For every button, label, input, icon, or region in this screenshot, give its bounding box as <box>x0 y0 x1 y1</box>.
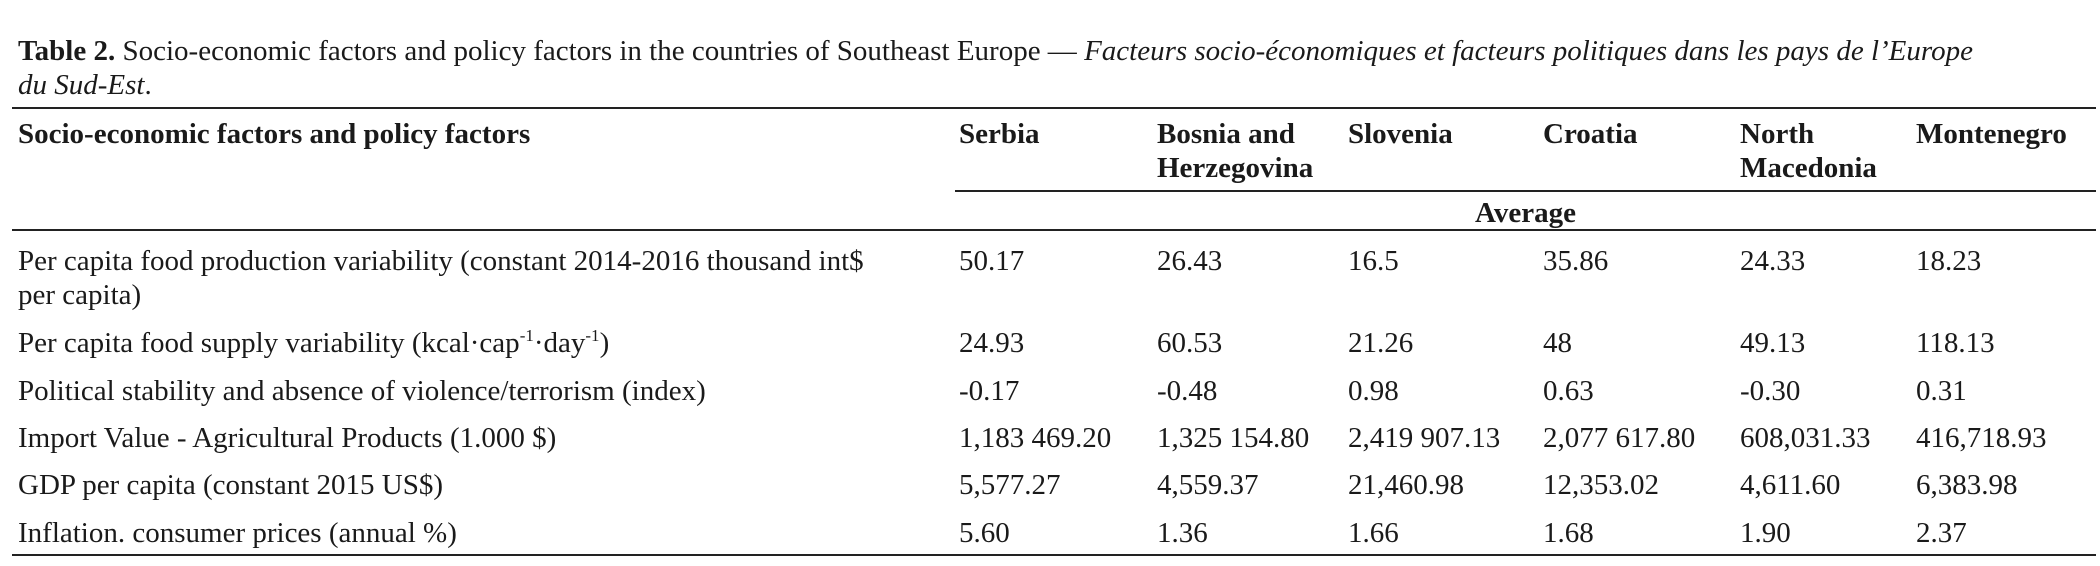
table-cell: 12,353.02 <box>1543 469 1659 501</box>
row-factor: Political stability and absence of violence/terrorism (index) <box>18 375 706 407</box>
table-cell: 4,559.37 <box>1157 469 1259 501</box>
caption-period: . <box>144 69 152 101</box>
table-cell: 1.66 <box>1348 517 1399 549</box>
average-rule <box>955 190 2096 192</box>
table-cell: 2.37 <box>1916 517 1967 549</box>
table-cell: 5,577.27 <box>959 469 1061 501</box>
table-cell: 24.33 <box>1740 245 1806 277</box>
table-cell: 60.53 <box>1157 327 1223 359</box>
table-cell: 0.98 <box>1348 375 1399 407</box>
row-factor: Per capita food supply variability (kcal·cap$^{-1}$·day$^{-1}$) <box>18 326 610 359</box>
caption-label: Table 2. <box>18 35 116 67</box>
caption-french-line1: Facteurs socio-économiques et facteurs politiques dans les pays de l’Europe <box>1084 35 1973 67</box>
table-cell: 35.86 <box>1543 245 1609 277</box>
header-country-serbia: Serbia <box>959 118 1040 150</box>
table-cell: 2,419 907.13 <box>1348 422 1501 454</box>
table-top-rule <box>12 107 2096 109</box>
table-cell: 1,183 469.20 <box>959 422 1112 454</box>
table-cell: 1.36 <box>1157 517 1208 549</box>
table-cell: 21.26 <box>1348 327 1414 359</box>
table-cell: 6,383.98 <box>1916 469 2018 501</box>
table-cell: 50.17 <box>959 245 1025 277</box>
header-country-bosnia: Bosnia and Herzegovina <box>1157 118 1314 184</box>
table-cell: 0.31 <box>1916 375 1967 407</box>
header-country-north-macedonia: North Macedonia <box>1740 118 1877 184</box>
table-cell: 5.60 <box>959 517 1010 549</box>
table-cell: 416,718.93 <box>1916 422 2047 454</box>
table-cell: 4,611.60 <box>1740 469 1841 501</box>
table-bottom-rule <box>12 554 2096 556</box>
table-cell: 21,460.98 <box>1348 469 1464 501</box>
table-cell: 16.5 <box>1348 245 1399 277</box>
row-factor: Per capita food production variability (constant 2014-2016 thousand int$ per capita) <box>18 245 864 311</box>
table-cell: -0.48 <box>1157 375 1218 407</box>
header-country-croatia: Croatia <box>1543 118 1638 150</box>
average-subheader: Average <box>1475 197 1576 229</box>
table-cell: 48 <box>1543 327 1572 359</box>
header-factor: Socio-economic factors and policy factors <box>18 118 531 150</box>
row-factor: GDP per capita (constant 2015 US$) <box>18 469 443 501</box>
table-cell: 1,325 154.80 <box>1157 422 1310 454</box>
table-cell: 0.63 <box>1543 375 1594 407</box>
table-cell: 2,077 617.80 <box>1543 422 1696 454</box>
row-factor: Import Value - Agricultural Products (1.000 $) <box>18 422 557 454</box>
caption-english: Socio-economic factors and policy factors in the countries of Southeast Europe — <box>122 35 1077 67</box>
table-cell: 118.13 <box>1916 327 1995 359</box>
table-cell: -0.17 <box>959 375 1020 407</box>
table-cell: 1.68 <box>1543 517 1594 549</box>
header-country-montenegro: Montenegro <box>1916 118 2067 150</box>
table-cell: 24.93 <box>959 327 1025 359</box>
row-factor: Inflation. consumer prices (annual %) <box>18 517 457 549</box>
caption-french-line2: du Sud-Est <box>18 69 145 101</box>
table-cell: 49.13 <box>1740 327 1806 359</box>
table-cell: 26.43 <box>1157 245 1223 277</box>
table-cell: 608,031.33 <box>1740 422 1871 454</box>
table-cell: -0.30 <box>1740 375 1801 407</box>
header-country-slovenia: Slovenia <box>1348 118 1453 150</box>
table-cell: 18.23 <box>1916 245 1982 277</box>
table-caption <box>18 34 2078 102</box>
table-cell: 1.90 <box>1740 517 1791 549</box>
